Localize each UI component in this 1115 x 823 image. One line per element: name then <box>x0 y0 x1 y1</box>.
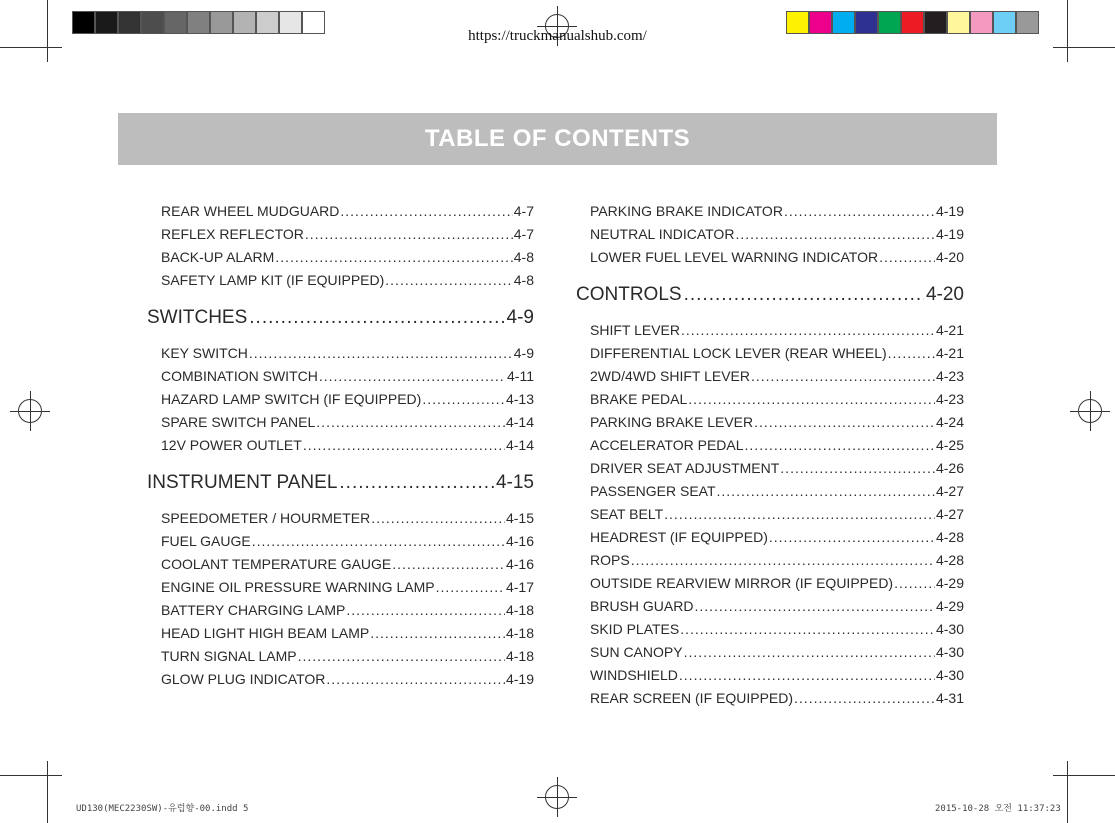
crop-mark <box>47 761 48 823</box>
toc-entry[interactable]: COOLANT TEMPERATURE GAUGE ..... 4-16 <box>147 553 534 576</box>
toc-entry[interactable]: BRAKE PEDAL ..... 4-23 <box>576 388 964 411</box>
toc-entry[interactable]: NEUTRAL INDICATOR ..... 4-19 <box>576 223 964 246</box>
toc-entry[interactable]: PARKING BRAKE INDICATOR ..... 4-19 <box>576 200 964 223</box>
toc-entry[interactable]: SPEEDOMETER / HOURMETER ..... 4-15 <box>147 507 534 530</box>
toc-entry[interactable]: SPARE SWITCH PANEL ..... 4-14 <box>147 411 534 434</box>
toc-entry[interactable]: ROPS ..... 4-28 <box>576 549 964 572</box>
toc-entry[interactable]: ACCELERATOR PEDAL ..... 4-25 <box>576 434 964 457</box>
title-banner <box>118 113 997 165</box>
toc-entry[interactable]: DIFFERENTIAL LOCK LEVER (REAR WHEEL) ..... 4-21 <box>576 342 964 365</box>
toc-entry[interactable]: REAR WHEEL MUDGUARD ..... 4-7 <box>147 200 534 223</box>
toc-entry[interactable]: REAR SCREEN (IF EQUIPPED) ..... 4-31 <box>576 687 964 710</box>
crop-mark <box>1053 775 1115 776</box>
toc-entry[interactable]: 12V POWER OUTLET ..... 4-14 <box>147 434 534 457</box>
toc-entry[interactable]: SEAT BELT ..... 4-27 <box>576 503 964 526</box>
toc-entry[interactable]: SHIFT LEVER ..... 4-21 <box>576 319 964 342</box>
toc-entry[interactable]: REFLEX REFLECTOR ..... 4-7 <box>147 223 534 246</box>
toc-entry[interactable]: OUTSIDE REARVIEW MIRROR (IF EQUIPPED) ..... 4-29 <box>576 572 964 595</box>
source-url: https://truckmanualshub.com/ <box>468 28 647 44</box>
toc-section-heading[interactable]: CONTROLS ..... 4-20 <box>576 277 964 313</box>
toc-entry[interactable]: TURN SIGNAL LAMP ..... 4-18 <box>147 645 534 668</box>
toc-entry[interactable]: BATTERY CHARGING LAMP ..... 4-18 <box>147 599 534 622</box>
page-title: TABLE OF CONTENTS <box>424 125 691 152</box>
registration-mark-bottom <box>537 777 577 817</box>
toc-right-column <box>576 200 964 710</box>
toc-entry[interactable]: COMBINATION SWITCH ..... 4-11 <box>147 365 534 388</box>
toc-section-heading[interactable]: INSTRUMENT PANEL ..... 4-15 <box>147 465 534 501</box>
toc-entry[interactable]: SAFETY LAMP KIT (IF EQUIPPED) ..... 4-8 <box>147 269 534 292</box>
toc-entry[interactable]: HEADREST (IF EQUIPPED) ..... 4-28 <box>576 526 964 549</box>
toc-entry[interactable]: SUN CANOPY ..... 4-30 <box>576 641 964 664</box>
toc-entry[interactable]: DRIVER SEAT ADJUSTMENT ..... 4-26 <box>576 457 964 480</box>
footer-file-info: UD130(MEC2230SW)-유럽향-00.indd 5 <box>76 804 249 814</box>
toc-entry[interactable]: FUEL GAUGE ..... 4-16 <box>147 530 534 553</box>
toc-entry[interactable]: BACK-UP ALARM ..... 4-8 <box>147 246 534 269</box>
toc-entry[interactable]: LOWER FUEL LEVEL WARNING INDICATOR ..... 4-20 <box>576 246 964 269</box>
toc-left-column <box>147 200 534 691</box>
toc-entry[interactable]: PASSENGER SEAT ..... 4-27 <box>576 480 964 503</box>
toc-entry[interactable]: BRUSH GUARD ..... 4-29 <box>576 595 964 618</box>
crop-mark <box>0 47 62 48</box>
toc-section-heading[interactable]: SWITCHES ..... 4-9 <box>147 300 534 336</box>
crop-mark <box>1067 761 1068 823</box>
footer-timestamp: 2015-10-28 오전 11:37:23 <box>935 804 1061 814</box>
registration-mark-left <box>10 391 50 431</box>
registration-mark-right <box>1070 391 1110 431</box>
toc-entry[interactable]: KEY SWITCH ..... 4-9 <box>147 342 534 365</box>
toc-entry[interactable]: PARKING BRAKE LEVER ..... 4-24 <box>576 411 964 434</box>
toc-entry[interactable]: SKID PLATES ..... 4-30 <box>576 618 964 641</box>
toc-entry[interactable]: GLOW PLUG INDICATOR ..... 4-19 <box>147 668 534 691</box>
crop-mark <box>1053 47 1115 48</box>
crop-mark <box>0 775 62 776</box>
toc-entry[interactable]: ENGINE OIL PRESSURE WARNING LAMP ..... 4-17 <box>147 576 534 599</box>
toc-entry[interactable]: 2WD/4WD SHIFT LEVER ..... 4-23 <box>576 365 964 388</box>
toc-entry[interactable]: WINDSHIELD ..... 4-30 <box>576 664 964 687</box>
toc-entry[interactable]: HEAD LIGHT HIGH BEAM LAMP ..... 4-18 <box>147 622 534 645</box>
toc-entry[interactable]: HAZARD LAMP SWITCH (IF EQUIPPED) ..... 4-13 <box>147 388 534 411</box>
